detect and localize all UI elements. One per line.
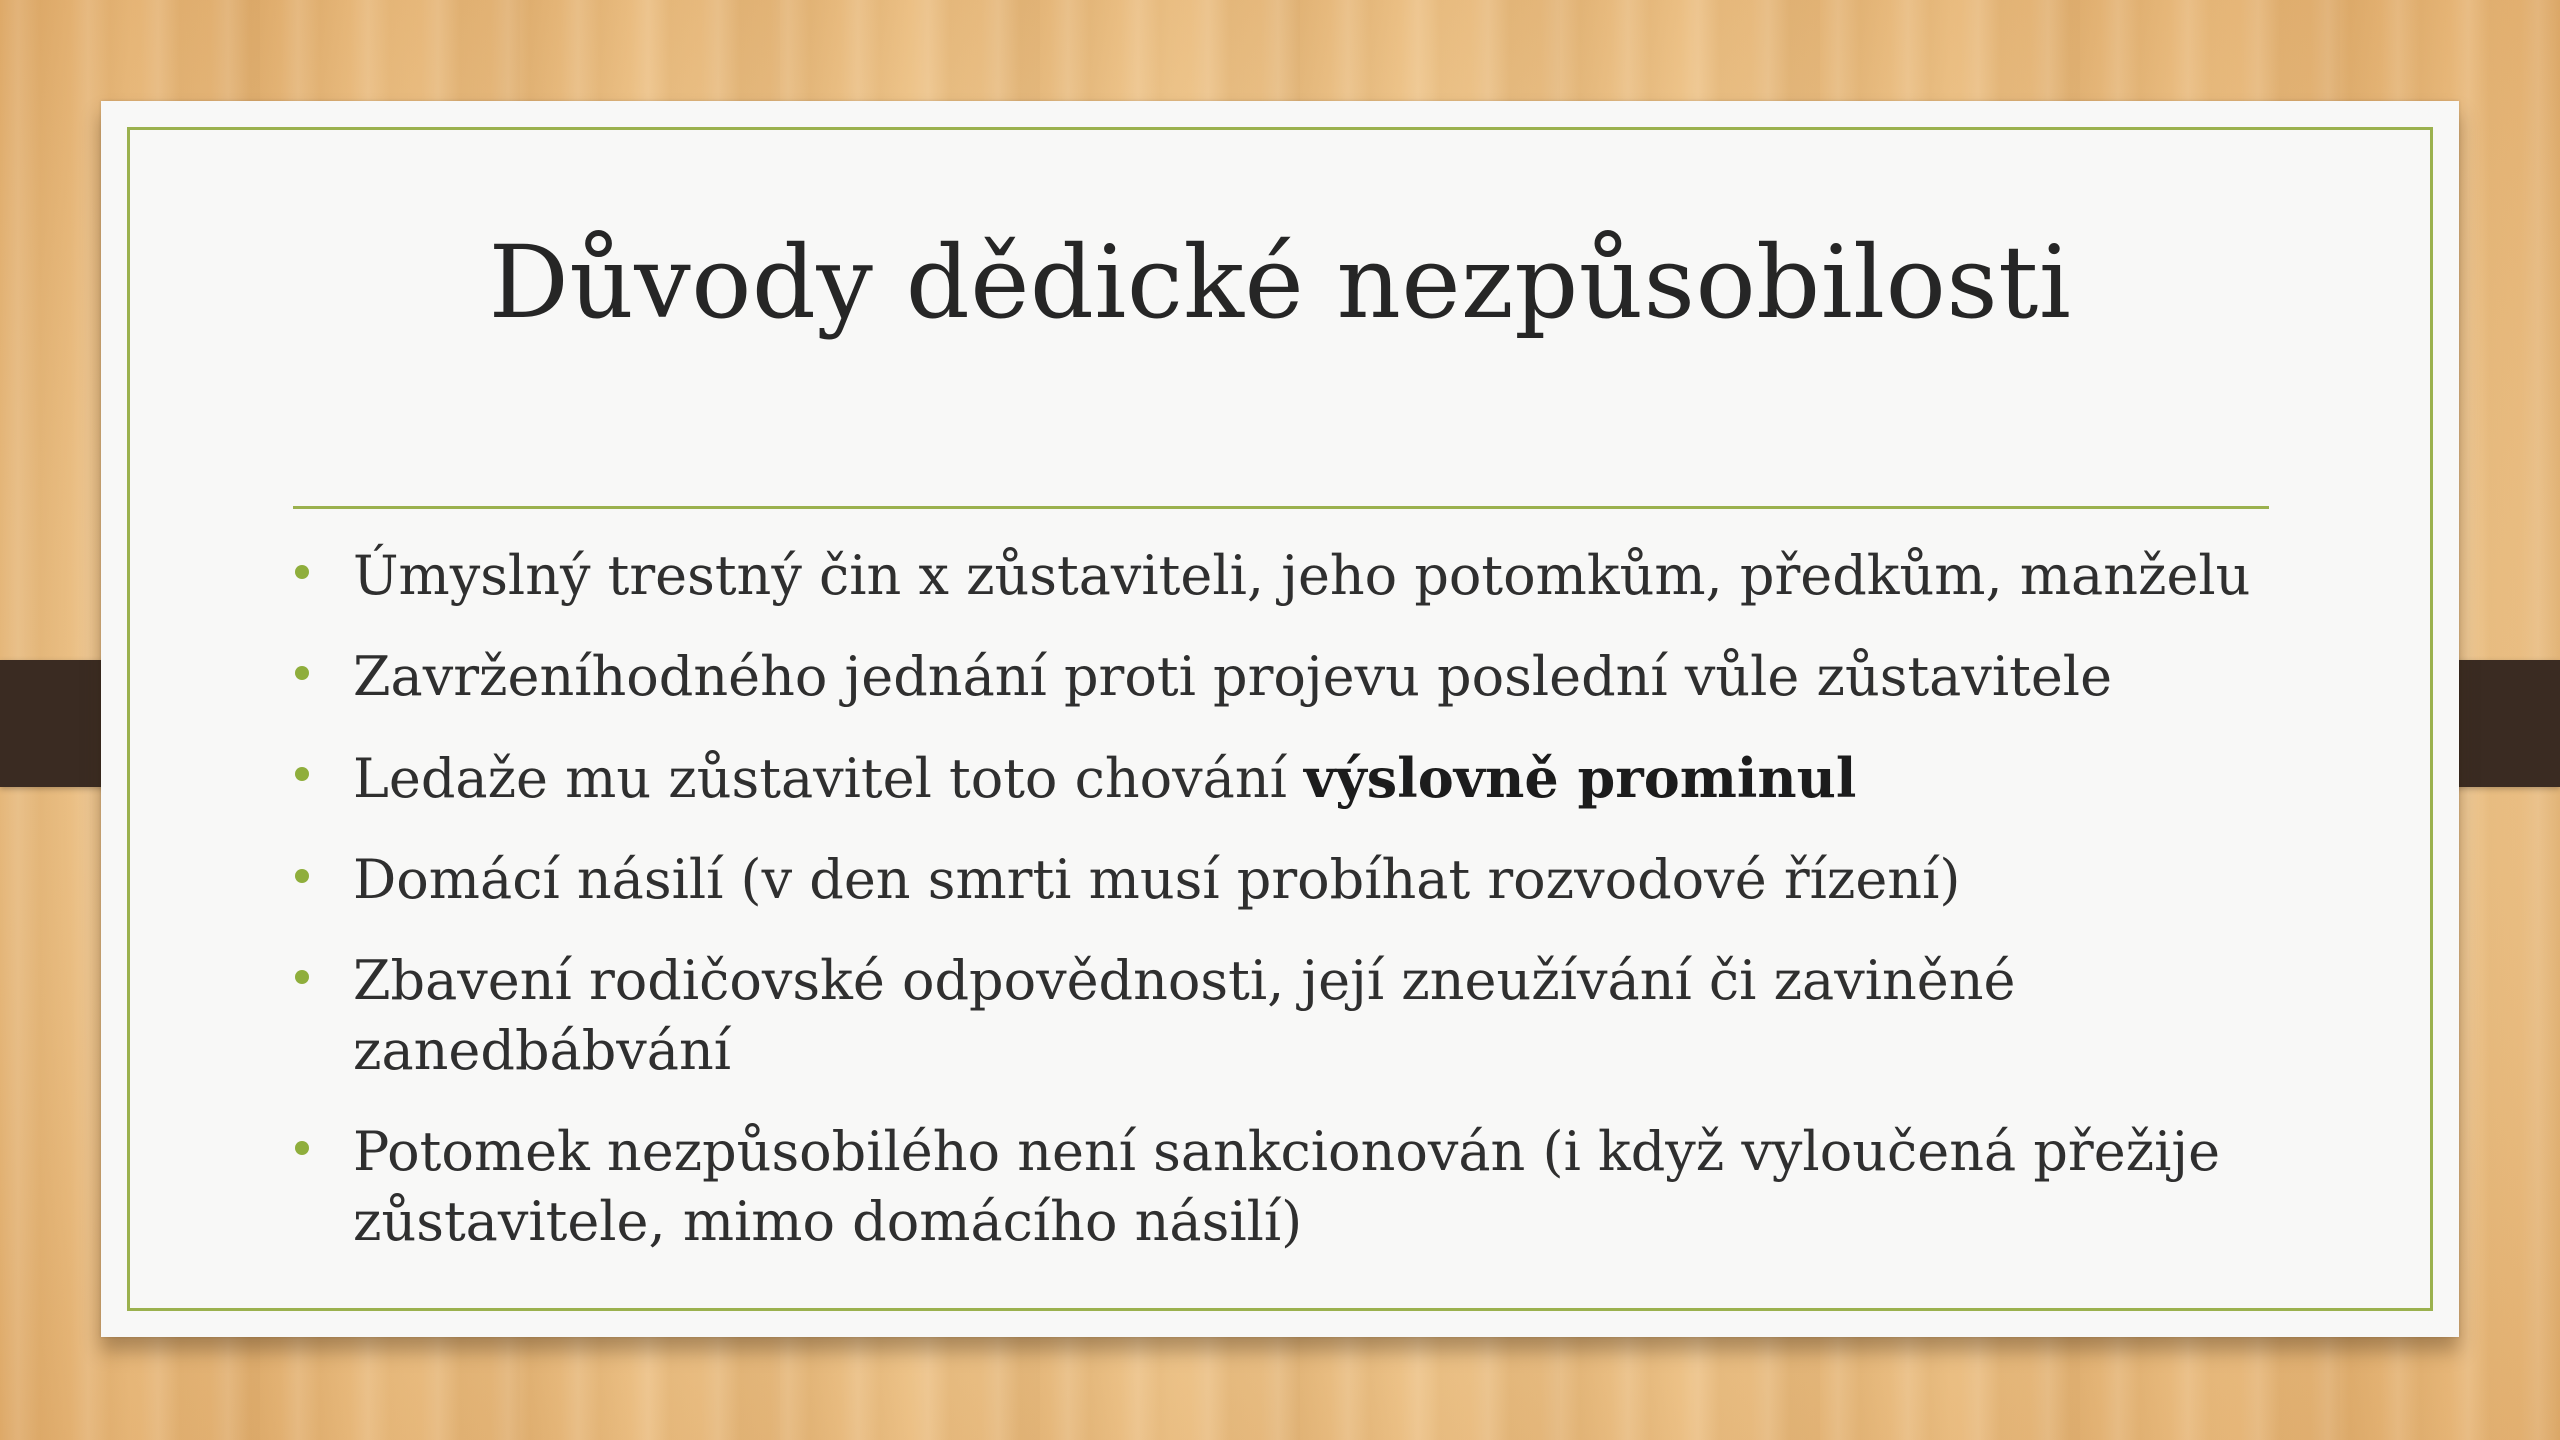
bullet-list [293, 541, 2353, 1288]
bullet-text: Úmyslný trestný čin x zůstaviteli, jeho potomkům, předkům, manželu [353, 544, 2251, 607]
title-divider [293, 506, 2269, 509]
bullet-text: Zbavení rodičovské odpovědnosti, její zneužívání či zaviněné zanedbábvání [353, 949, 2016, 1082]
slide [101, 101, 2459, 1337]
bullet-bold-text: výslovně prominul [1304, 746, 1857, 810]
bullet-item [293, 642, 2353, 712]
bullet-dot-icon [295, 1141, 309, 1155]
slide-title: Důvody dědické nezpůsobilosti [488, 224, 2072, 341]
bullet-dot-icon [295, 869, 309, 883]
bullet-item [293, 946, 2353, 1086]
bullet-dot-icon [295, 565, 309, 579]
bullet-dot-icon [295, 970, 309, 984]
bullet-dot-icon [295, 767, 309, 781]
bullet-dot-icon [295, 666, 309, 680]
bullet-item [293, 743, 2353, 814]
bullet-item [293, 845, 2353, 915]
bullet-item [293, 541, 2353, 611]
bullet-item [293, 1117, 2353, 1257]
bullet-text: Ledaže mu zůstavitel toto chování [353, 747, 1305, 810]
bullet-text: Zavrženíhodného jednání proti projevu poslední vůle zůstavitele [353, 645, 2113, 708]
bullet-text: Domácí násilí (v den smrti musí probíhat rozvodové řízení) [353, 848, 1961, 911]
bullet-text: Potomek nezpůsobilého není sankcionován (i když vyloučená přežije zůstavitele, mimo domácího násilí) [353, 1120, 2221, 1253]
